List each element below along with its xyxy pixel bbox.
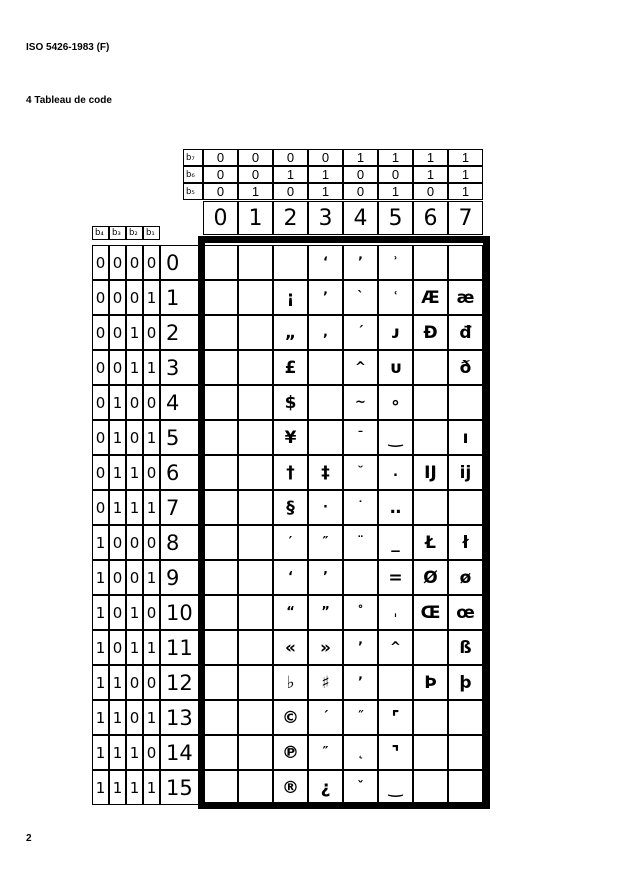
- code-cell: Ø: [413, 560, 448, 595]
- code-cell: ʼ: [308, 280, 343, 315]
- low-bit-label: b₃: [109, 226, 126, 240]
- column-number: 3: [308, 201, 343, 235]
- low-bit-value: 1: [143, 770, 160, 805]
- low-bit-value: 1: [143, 630, 160, 665]
- code-cell: [413, 245, 448, 280]
- column-number: 2: [273, 201, 308, 235]
- low-bit-value: 0: [109, 245, 126, 280]
- code-cell: ø: [448, 560, 483, 595]
- code-cell: ’: [308, 560, 343, 595]
- code-cell: ¿: [308, 770, 343, 805]
- code-cell: ´: [343, 315, 378, 350]
- code-cell: [308, 350, 343, 385]
- high-bit-value: 1: [448, 166, 483, 183]
- high-bit-value: 0: [413, 183, 448, 200]
- code-cell: Đ: [413, 315, 448, 350]
- code-cell: Æ: [413, 280, 448, 315]
- code-cell: [203, 525, 238, 560]
- code-cell: ¨: [343, 525, 378, 560]
- low-bit-label: b₂: [126, 226, 143, 240]
- code-cell: [308, 385, 343, 420]
- row-number: 2: [160, 315, 200, 350]
- code-cell: £: [273, 350, 308, 385]
- code-cell: [238, 595, 273, 630]
- code-cell: ʼ: [343, 665, 378, 700]
- row-number: 4: [160, 385, 200, 420]
- column-number: 1: [238, 201, 273, 235]
- code-cell: [448, 735, 483, 770]
- row-number: 9: [160, 560, 200, 595]
- low-bit-label: b₄: [92, 226, 109, 240]
- low-bit-value: 1: [143, 560, 160, 595]
- code-cell: ł: [448, 525, 483, 560]
- code-cell: ¯: [343, 420, 378, 455]
- code-cell: [238, 280, 273, 315]
- low-bit-value: 0: [109, 525, 126, 560]
- low-bit-value: 0: [92, 315, 109, 350]
- code-cell: ′: [273, 525, 308, 560]
- code-cell: [413, 385, 448, 420]
- code-cell: ⌜: [378, 700, 413, 735]
- code-cell: ß: [448, 630, 483, 665]
- low-bit-value: 0: [126, 665, 143, 700]
- code-cell: [238, 455, 273, 490]
- column-number: 6: [413, 201, 448, 235]
- code-cell: [448, 245, 483, 280]
- row-number: 1: [160, 280, 200, 315]
- code-cell: „: [273, 315, 308, 350]
- low-bit-value: 1: [109, 700, 126, 735]
- high-bit-value: 1: [308, 166, 343, 183]
- code-cell: ·: [308, 490, 343, 525]
- code-cell: ♯: [308, 665, 343, 700]
- low-bit-value: 1: [92, 595, 109, 630]
- code-cell: [413, 350, 448, 385]
- code-cell: ˙: [343, 490, 378, 525]
- high-bit-label: b₇: [183, 149, 203, 166]
- low-bit-value: 1: [92, 700, 109, 735]
- code-cell: ″: [308, 525, 343, 560]
- code-cell: [203, 560, 238, 595]
- code-cell: ”: [308, 595, 343, 630]
- low-bit-value: 1: [92, 525, 109, 560]
- row-number: 3: [160, 350, 200, 385]
- low-bit-value: 0: [143, 665, 160, 700]
- column-number: 0: [203, 201, 238, 235]
- low-bit-value: 0: [109, 560, 126, 595]
- code-cell: ʻ: [308, 245, 343, 280]
- low-bit-value: 1: [126, 630, 143, 665]
- low-bit-value: 0: [143, 735, 160, 770]
- code-cell: †: [273, 455, 308, 490]
- code-cell: ♭: [273, 665, 308, 700]
- code-cell: `: [343, 280, 378, 315]
- code-cell: [203, 350, 238, 385]
- code-cell: ˚: [343, 595, 378, 630]
- row-number: 13: [160, 700, 200, 735]
- low-bit-value: 0: [92, 385, 109, 420]
- low-bit-value: 0: [109, 280, 126, 315]
- code-cell: ©: [273, 700, 308, 735]
- code-cell: [413, 490, 448, 525]
- low-bit-value: 0: [92, 280, 109, 315]
- code-cell: ¥: [273, 420, 308, 455]
- high-bit-value: 1: [413, 149, 448, 166]
- low-bit-value: 1: [126, 770, 143, 805]
- code-cell: ˝: [343, 700, 378, 735]
- code-cell: ð: [448, 350, 483, 385]
- code-cell: $: [273, 385, 308, 420]
- code-cell: [238, 385, 273, 420]
- code-cell: [413, 735, 448, 770]
- high-bit-value: 0: [343, 166, 378, 183]
- low-bit-value: 0: [143, 245, 160, 280]
- code-cell: ~: [343, 385, 378, 420]
- code-cell: œ: [448, 595, 483, 630]
- code-cell: ^: [343, 350, 378, 385]
- high-bit-value: 1: [343, 149, 378, 166]
- column-number: 4: [343, 201, 378, 235]
- code-cell: ‥: [378, 490, 413, 525]
- high-bit-value: 0: [308, 149, 343, 166]
- code-cell: ‿: [378, 420, 413, 455]
- code-cell: ᴜ: [378, 350, 413, 385]
- code-cell: [238, 490, 273, 525]
- code-cell: ,: [308, 315, 343, 350]
- code-cell: [203, 595, 238, 630]
- code-cell: [413, 770, 448, 805]
- code-cell: æ: [448, 280, 483, 315]
- code-cell: ĳ: [448, 455, 483, 490]
- code-cell: ‡: [308, 455, 343, 490]
- code-cell: [203, 700, 238, 735]
- code-cell: [203, 420, 238, 455]
- low-bit-value: 0: [109, 630, 126, 665]
- low-bit-value: 0: [143, 315, 160, 350]
- low-bit-value: 0: [143, 595, 160, 630]
- low-bit-value: 1: [109, 455, 126, 490]
- code-cell: »: [308, 630, 343, 665]
- code-cell: [448, 490, 483, 525]
- code-cell: [413, 630, 448, 665]
- row-number: 14: [160, 735, 200, 770]
- code-cell: ʾ: [378, 245, 413, 280]
- code-cell: ı: [448, 420, 483, 455]
- code-cell: [343, 560, 378, 595]
- low-bit-value: 0: [109, 315, 126, 350]
- code-cell: =: [378, 560, 413, 595]
- code-cell: [238, 350, 273, 385]
- high-bit-value: 1: [308, 183, 343, 200]
- code-cell: Ł: [413, 525, 448, 560]
- document-id: ISO 5426-1983 (F): [26, 42, 110, 53]
- code-cell: [203, 280, 238, 315]
- high-bit-value: 0: [343, 183, 378, 200]
- code-cell: [238, 525, 273, 560]
- high-bit-value: 1: [448, 183, 483, 200]
- high-bit-value: 0: [238, 149, 273, 166]
- low-bit-value: 1: [109, 770, 126, 805]
- code-cell: [203, 455, 238, 490]
- low-bit-value: 1: [92, 560, 109, 595]
- code-cell: Þ: [413, 665, 448, 700]
- code-cell: [448, 385, 483, 420]
- high-bit-label: b₅: [183, 183, 203, 200]
- low-bit-value: 1: [143, 350, 160, 385]
- low-bit-value: 0: [126, 420, 143, 455]
- high-bit-value: 0: [378, 166, 413, 183]
- low-bit-value: 0: [92, 420, 109, 455]
- high-bit-value: 1: [448, 149, 483, 166]
- high-bit-value: 0: [273, 149, 308, 166]
- code-cell: _: [378, 525, 413, 560]
- low-bit-value: 1: [143, 700, 160, 735]
- code-cell: ˌ: [378, 595, 413, 630]
- low-bit-value: 1: [143, 490, 160, 525]
- high-bit-value: 0: [238, 166, 273, 183]
- code-cell: [203, 630, 238, 665]
- low-bit-value: 1: [126, 735, 143, 770]
- row-number: 7: [160, 490, 200, 525]
- low-bit-value: 0: [143, 455, 160, 490]
- code-cell: ⌝: [378, 735, 413, 770]
- code-cell: §: [273, 490, 308, 525]
- code-cell: ᴊ: [378, 315, 413, 350]
- low-bit-value: 0: [126, 245, 143, 280]
- code-cell: ˘: [343, 455, 378, 490]
- code-cell: [238, 315, 273, 350]
- code-cell: Œ: [413, 595, 448, 630]
- low-bit-value: 1: [126, 350, 143, 385]
- low-bit-value: 1: [143, 280, 160, 315]
- code-cell: [413, 700, 448, 735]
- row-number: 5: [160, 420, 200, 455]
- code-cell: [203, 770, 238, 805]
- low-bit-value: 0: [92, 350, 109, 385]
- code-cell: đ: [448, 315, 483, 350]
- row-number: 6: [160, 455, 200, 490]
- code-cell: [203, 385, 238, 420]
- code-cell: Ĳ: [413, 455, 448, 490]
- code-cell: “: [273, 595, 308, 630]
- code-cell: ʿ: [378, 280, 413, 315]
- high-bit-value: 1: [238, 183, 273, 200]
- code-cell: [273, 245, 308, 280]
- low-bit-value: 1: [126, 595, 143, 630]
- code-cell: ʼ: [343, 630, 378, 665]
- code-cell: [308, 420, 343, 455]
- code-cell: ˛: [343, 735, 378, 770]
- high-bit-label: b₆: [183, 166, 203, 183]
- code-cell: [238, 630, 273, 665]
- column-number: 7: [448, 201, 483, 235]
- code-cell: [203, 315, 238, 350]
- code-cell: ®: [273, 770, 308, 805]
- high-bit-value: 0: [273, 183, 308, 200]
- code-cell: [238, 665, 273, 700]
- high-bit-value: 0: [203, 149, 238, 166]
- code-cell: þ: [448, 665, 483, 700]
- low-bit-value: 0: [143, 525, 160, 560]
- code-cell: [238, 700, 273, 735]
- row-number: 11: [160, 630, 200, 665]
- low-bit-value: 0: [109, 595, 126, 630]
- page-number: 2: [26, 833, 32, 844]
- low-bit-value: 1: [109, 385, 126, 420]
- low-bit-label: b₁: [143, 226, 160, 240]
- high-bit-value: 1: [413, 166, 448, 183]
- low-bit-value: 0: [92, 490, 109, 525]
- low-bit-value: 0: [126, 280, 143, 315]
- high-bit-value: 1: [378, 149, 413, 166]
- code-cell: [203, 490, 238, 525]
- code-cell: ˊ: [308, 700, 343, 735]
- code-cell: ˇ: [343, 770, 378, 805]
- code-cell: [238, 770, 273, 805]
- code-cell: ″: [308, 735, 343, 770]
- code-cell: [203, 735, 238, 770]
- code-cell: [238, 560, 273, 595]
- column-number: 5: [378, 201, 413, 235]
- low-bit-value: 1: [92, 770, 109, 805]
- row-number: 10: [160, 595, 200, 630]
- code-cell: [378, 665, 413, 700]
- low-bit-value: 1: [92, 665, 109, 700]
- low-bit-value: 0: [92, 245, 109, 280]
- code-cell: [238, 735, 273, 770]
- code-cell: [413, 420, 448, 455]
- code-cell: [448, 770, 483, 805]
- code-cell: ‿: [378, 770, 413, 805]
- row-number: 0: [160, 245, 200, 280]
- low-bit-value: 0: [126, 525, 143, 560]
- high-bit-value: 1: [273, 166, 308, 183]
- low-bit-value: 0: [92, 455, 109, 490]
- row-number: 15: [160, 770, 200, 805]
- code-cell: ʼ: [343, 245, 378, 280]
- high-bit-value: 1: [378, 183, 413, 200]
- code-cell: [203, 245, 238, 280]
- low-bit-value: 1: [109, 420, 126, 455]
- code-cell: ℗: [273, 735, 308, 770]
- low-bit-value: 0: [126, 385, 143, 420]
- low-bit-value: 1: [126, 315, 143, 350]
- code-cell: ∘: [378, 385, 413, 420]
- low-bit-value: 0: [126, 560, 143, 595]
- low-bit-value: 1: [109, 735, 126, 770]
- section-title: 4 Tableau de code: [26, 95, 112, 106]
- code-cell: [203, 665, 238, 700]
- high-bit-value: 0: [203, 183, 238, 200]
- low-bit-value: 1: [143, 420, 160, 455]
- code-cell: ‘: [273, 560, 308, 595]
- low-bit-value: 1: [92, 630, 109, 665]
- code-cell: [238, 245, 273, 280]
- low-bit-value: 1: [126, 490, 143, 525]
- low-bit-value: 1: [92, 735, 109, 770]
- code-cell: .: [378, 455, 413, 490]
- row-number: 8: [160, 525, 200, 560]
- code-cell: [238, 420, 273, 455]
- row-number: 12: [160, 665, 200, 700]
- low-bit-value: 0: [143, 385, 160, 420]
- code-cell: ^: [378, 630, 413, 665]
- low-bit-value: 0: [109, 350, 126, 385]
- code-cell: [448, 700, 483, 735]
- low-bit-value: 1: [126, 455, 143, 490]
- code-cell: ¡: [273, 280, 308, 315]
- high-bit-value: 0: [203, 166, 238, 183]
- low-bit-value: 1: [109, 490, 126, 525]
- code-cell: «: [273, 630, 308, 665]
- low-bit-value: 1: [109, 665, 126, 700]
- low-bit-value: 0: [126, 700, 143, 735]
